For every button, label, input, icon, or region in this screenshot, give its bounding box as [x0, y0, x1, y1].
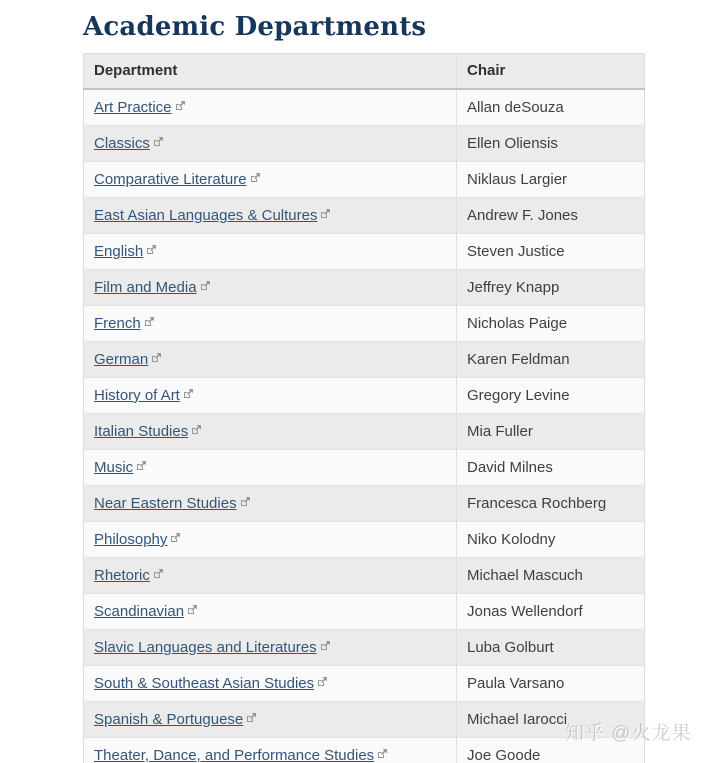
external-link-icon: [170, 530, 180, 540]
external-link-icon: [317, 674, 327, 684]
table-row: [84, 342, 645, 378]
chair-cell: Nicholas Paige: [457, 306, 645, 342]
table-row: [84, 198, 645, 234]
department-link[interactable]: Rhetoric: [94, 567, 150, 584]
table-row: [84, 306, 645, 342]
external-link-icon: [175, 98, 185, 108]
chair-cell: Luba Golburt: [457, 630, 645, 666]
table-row: [84, 558, 645, 594]
department-link[interactable]: History of Art: [94, 387, 180, 404]
watermark: 知乎 @火龙果: [565, 723, 692, 744]
department-cell: [84, 342, 457, 378]
table-row: [84, 450, 645, 486]
table-body: [84, 89, 645, 763]
table-row: [84, 234, 645, 270]
department-cell: [84, 450, 457, 486]
department-link[interactable]: Classics: [94, 135, 150, 152]
external-link-icon: [153, 134, 163, 144]
chair-cell: David Milnes: [457, 450, 645, 486]
department-link[interactable]: Music: [94, 459, 134, 476]
department-link[interactable]: Slavic Languages and Literatures: [94, 639, 317, 656]
table-row: [84, 630, 645, 666]
department-link[interactable]: Philosophy: [94, 531, 168, 548]
chair-cell: Paula Varsano: [457, 666, 645, 702]
chair-cell: Allan deSouza: [457, 89, 645, 126]
department-link[interactable]: Scandinavian: [94, 603, 185, 620]
content-area: [83, 12, 645, 763]
chair-cell: Francesca Rochberg: [457, 486, 645, 522]
table-row: [84, 162, 645, 198]
department-link[interactable]: Comparative Literature: [94, 171, 247, 188]
department-cell: [84, 89, 457, 126]
chair-cell: Karen Feldman: [457, 342, 645, 378]
chair-cell: Mia Fuller: [457, 414, 645, 450]
department-cell: [84, 738, 457, 763]
table-row: [84, 270, 645, 306]
chair-cell: Niklaus Largier: [457, 162, 645, 198]
department-link[interactable]: South & Southeast Asian Studies: [94, 675, 315, 692]
column-header-chair: Chair: [457, 54, 645, 90]
chair-cell: Gregory Levine: [457, 378, 645, 414]
chair-cell: Joe Goode: [457, 738, 645, 763]
external-link-icon: [151, 350, 161, 360]
department-cell: [84, 198, 457, 234]
department-cell: [84, 234, 457, 270]
table-row: [84, 126, 645, 162]
department-link[interactable]: Near Eastern Studies: [94, 495, 237, 512]
department-cell: [84, 162, 457, 198]
department-cell: [84, 378, 457, 414]
departments-table: [83, 53, 645, 763]
chair-cell: Andrew F. Jones: [457, 198, 645, 234]
external-link-icon: [136, 458, 146, 468]
table-row: [84, 89, 645, 126]
department-link[interactable]: German: [94, 351, 149, 368]
external-link-icon: [250, 170, 260, 180]
department-cell: [84, 126, 457, 162]
table-header-row: [84, 54, 645, 90]
external-link-icon: [377, 746, 387, 756]
external-link-icon: [144, 314, 154, 324]
table-row: [84, 702, 645, 738]
table-row: [84, 486, 645, 522]
department-cell: [84, 486, 457, 522]
column-header-department: Department: [84, 54, 457, 90]
external-link-icon: [240, 494, 250, 504]
external-link-icon: [320, 206, 330, 216]
table-row: [84, 414, 645, 450]
table-header: [84, 54, 645, 90]
chair-cell: Jeffrey Knapp: [457, 270, 645, 306]
department-link[interactable]: French: [94, 315, 141, 332]
table-row: [84, 666, 645, 702]
external-link-icon: [187, 602, 197, 612]
table-row: [84, 378, 645, 414]
department-link[interactable]: Theater, Dance, and Performance Studies: [94, 747, 375, 763]
table-row: [84, 522, 645, 558]
external-link-icon: [320, 638, 330, 648]
table-row: [84, 594, 645, 630]
chair-cell: Steven Justice: [457, 234, 645, 270]
department-cell: [84, 702, 457, 738]
chair-cell: Ellen Oliensis: [457, 126, 645, 162]
external-link-icon: [191, 422, 201, 432]
department-link[interactable]: English: [94, 243, 144, 260]
chair-cell: Niko Kolodny: [457, 522, 645, 558]
table-row: [84, 738, 645, 763]
department-cell: [84, 522, 457, 558]
department-link[interactable]: Film and Media: [94, 279, 197, 296]
department-cell: [84, 630, 457, 666]
chair-cell: Michael Mascuch: [457, 558, 645, 594]
external-link-icon: [146, 242, 156, 252]
external-link-icon: [183, 386, 193, 396]
chair-cell: Jonas Wellendorf: [457, 594, 645, 630]
department-cell: [84, 270, 457, 306]
external-link-icon: [200, 278, 210, 288]
department-link[interactable]: Italian Studies: [94, 423, 189, 440]
department-cell: [84, 594, 457, 630]
external-link-icon: [153, 566, 163, 576]
department-link[interactable]: Spanish & Portuguese: [94, 711, 244, 728]
department-link[interactable]: East Asian Languages & Cultures: [94, 207, 318, 224]
external-link-icon: [246, 710, 256, 720]
chair-cell: Michael Iarocci: [457, 702, 645, 738]
page-title: Academic Departments: [83, 12, 427, 42]
department-cell: [84, 558, 457, 594]
department-cell: [84, 414, 457, 450]
department-cell: [84, 666, 457, 702]
department-link[interactable]: Art Practice: [94, 99, 172, 116]
department-cell: [84, 306, 457, 342]
